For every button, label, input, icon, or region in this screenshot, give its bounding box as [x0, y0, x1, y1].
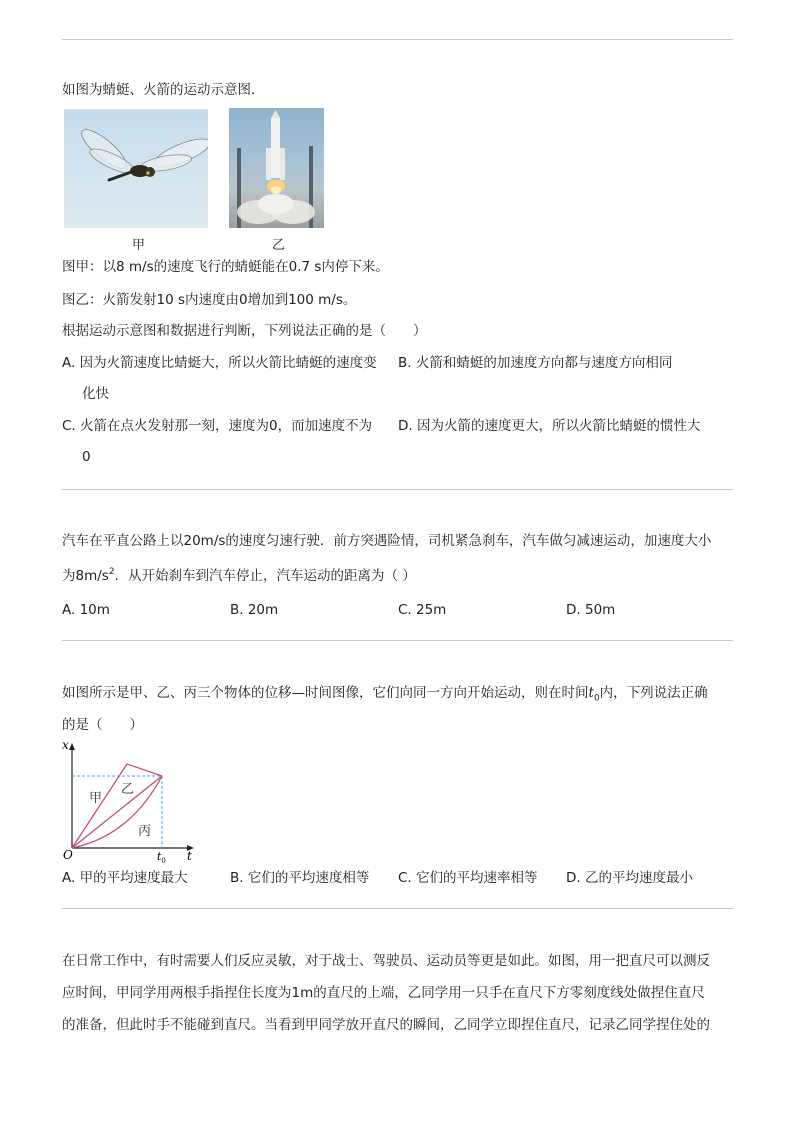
q3-option-c[interactable]: C. 它们的平均速率相等 — [398, 870, 538, 886]
caption-yi: 乙 — [272, 238, 286, 253]
q3-option-a[interactable]: A. 甲的平均速度最大 — [62, 870, 188, 886]
caption-jia: 甲 — [132, 238, 146, 253]
q2-line2-pre: 为8m/s — [62, 568, 109, 584]
q3-line2: 的是（ ） — [62, 717, 143, 733]
q2-line2-post: ．从开始刹车到汽车停止，汽车运动的距离为（ ） — [114, 568, 416, 584]
q3-line1-pre: 如图所示是甲、乙、丙三个物体的位移—时间图像，它们向同一方向开始运动，则在时间 — [62, 685, 589, 701]
q1-option-d[interactable]: D. 因为火箭的速度更大，所以火箭比蜻蜓的惯性大 — [398, 418, 701, 434]
q3-option-b[interactable]: B. 它们的平均速度相等 — [230, 870, 370, 886]
q3-line1-sub: 0 — [593, 693, 600, 704]
q3-line1-var: t — [588, 685, 594, 701]
q1-option-c[interactable] — [62, 417, 372, 466]
origin-label: O — [63, 848, 73, 862]
q2-line2-sup: 2 — [108, 567, 115, 577]
q4-line2: 应时间，甲同学用两根手指捏住长度为1m的直尺的上端，乙同学用一只手在直尺下方零刻度线处做捏住直尺 — [62, 985, 705, 1001]
axis-x-label: t — [187, 849, 192, 863]
label-bing: 丙 — [138, 824, 152, 839]
q1-option-a-line2: 化快 — [82, 386, 109, 402]
dragonfly-photo — [64, 109, 208, 228]
q1-intro: 如图为蜻蜓、火箭的运动示意图． — [62, 82, 265, 98]
divider-2 — [62, 640, 733, 641]
q1-option-b[interactable]: B. 火箭和蜻蜓的加速度方向都与速度方向相同 — [398, 355, 673, 371]
q2-option-d[interactable]: D. 50m — [566, 602, 616, 618]
q1-question: 根据运动示意图和数据进行判断，下列说法正确的是（ ） — [62, 323, 427, 339]
q3-line1-post: 内，下列说法正确 — [599, 685, 708, 701]
axis-y-label: x — [62, 738, 69, 752]
rocket-photo — [229, 108, 324, 228]
q4-line3: 的准备，但此时手不能碰到直尺。当看到甲同学放开直尺的瞬间，乙同学立即捏住直尺，记录乙同学捏住处的 — [62, 1017, 710, 1033]
q4-line1: 在日常工作中，有时需要人们反应灵敏，对于战士、驾驶员、运动员等更是如此。如图，用一把直尺可以测反 — [62, 953, 710, 969]
q1-option-a-line1: A. 因为火箭速度比蜻蜓大，所以火箭比蜻蜓的速度变 — [62, 355, 377, 371]
divider-3 — [62, 908, 733, 909]
label-yi: 乙 — [121, 782, 135, 797]
divider-top — [62, 39, 733, 40]
q1-option-c-line1: C. 火箭在点火发射那一刻，速度为0，而加速度不为 — [62, 418, 373, 434]
label-jia: 甲 — [89, 791, 103, 806]
q3-option-d[interactable]: D. 乙的平均速度最小 — [566, 870, 693, 886]
q1-option-c-line2: 0 — [82, 449, 91, 465]
q1-line-b: 图乙：火箭发射10 s内速度由0增加到100 m/s。 — [62, 292, 357, 308]
q3-line1 — [62, 684, 708, 708]
xt-graph — [60, 736, 200, 864]
q1-option-a[interactable] — [62, 354, 377, 403]
divider-1 — [62, 489, 733, 490]
q2-option-a[interactable]: A. 10m — [62, 602, 110, 618]
t0-label: $t_0$ — [157, 850, 166, 864]
q1-line-a: 图甲：以8 m/s的速度飞行的蜻蜓能在0.7 s内停下来。 — [62, 259, 389, 275]
q2-option-b[interactable]: B. 20m — [230, 602, 279, 618]
y-axis-arrow — [69, 743, 75, 750]
q2-line2 — [62, 567, 416, 585]
q2-option-c[interactable]: C. 25m — [398, 602, 447, 618]
q2-line1: 汽车在平直公路上以20m/s的速度匀速行驶．前方突遇险情，司机紧急刹车，汽车做匀减速运动，加速度大小 — [62, 533, 712, 549]
